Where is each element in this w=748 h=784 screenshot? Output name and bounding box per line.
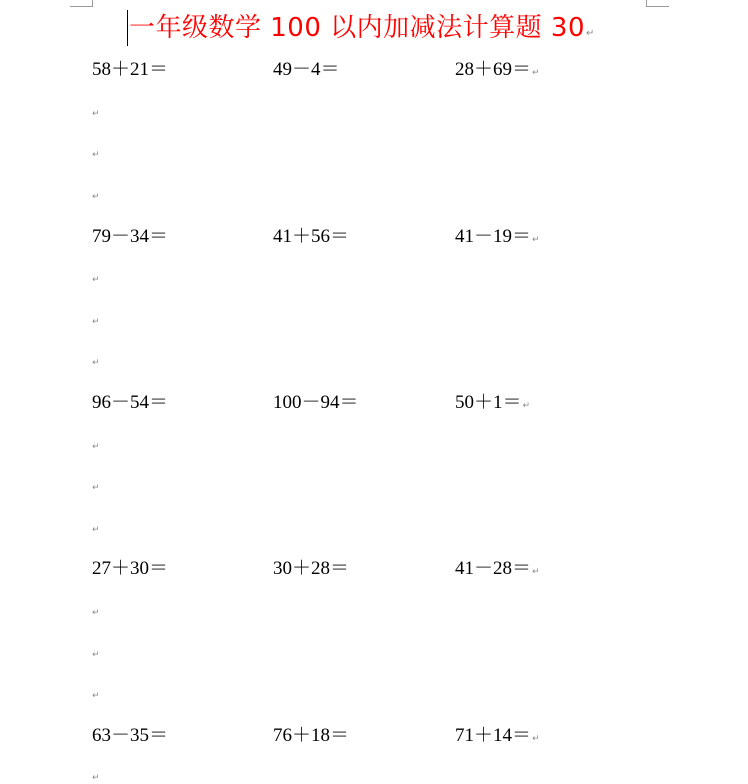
blank-line-paragraph-mark-icon[interactable]: ↵ <box>92 773 100 783</box>
problem-5-3-text: 71＋14＝ <box>455 725 532 746</box>
page-corner-mark-right <box>646 0 669 7</box>
problem-4-3[interactable] <box>455 557 540 584</box>
blank-line-paragraph-mark-icon[interactable]: ↵ <box>92 691 100 701</box>
blank-line-paragraph-mark-icon[interactable]: ↵ <box>92 525 100 535</box>
problem-2-3[interactable] <box>455 225 540 252</box>
page-corner-mark-left <box>70 0 93 7</box>
problem-2-3-text: 41－19＝ <box>455 226 532 247</box>
blank-line-paragraph-mark-icon[interactable]: ↵ <box>92 483 100 493</box>
blank-line-paragraph-mark-icon[interactable]: ↵ <box>92 150 100 160</box>
document-title[interactable] <box>129 8 595 54</box>
problem-4-2[interactable]: 30＋28＝ <box>273 558 350 579</box>
problem-1-3[interactable] <box>455 58 540 85</box>
blank-line-paragraph-mark-icon[interactable]: ↵ <box>92 358 100 368</box>
paragraph-mark-icon: ↵ <box>586 28 595 39</box>
problem-2-2[interactable]: 41＋56＝ <box>273 226 350 247</box>
problem-3-3-text: 50＋1＝ <box>455 392 522 413</box>
problem-3-3[interactable] <box>455 391 530 418</box>
blank-line-paragraph-mark-icon[interactable]: ↵ <box>92 608 100 618</box>
problem-row-2 <box>0 225 748 249</box>
blank-line-paragraph-mark-icon[interactable]: ↵ <box>92 650 100 660</box>
paragraph-mark-icon: ↵ <box>522 401 531 411</box>
problem-row-3 <box>0 391 748 415</box>
blank-line-paragraph-mark-icon[interactable]: ↵ <box>92 109 100 119</box>
problem-3-2[interactable]: 100－94＝ <box>273 392 359 413</box>
blank-line-paragraph-mark-icon[interactable]: ↵ <box>92 192 100 202</box>
problem-4-3-text: 41－28＝ <box>455 558 532 579</box>
text-cursor <box>127 10 128 46</box>
problem-5-3[interactable] <box>455 724 540 751</box>
problem-row-5 <box>0 724 748 748</box>
problem-1-2[interactable]: 49－4＝ <box>273 59 340 80</box>
document-title-text: 一年级数学 100 以内加减法计算题 30 <box>129 13 586 43</box>
problem-1-3-text: 28＋69＝ <box>455 59 532 80</box>
problem-row-1 <box>0 58 748 82</box>
problem-5-1[interactable]: 63－35＝ <box>92 725 169 746</box>
problem-1-1[interactable]: 58＋21＝ <box>92 59 169 80</box>
paragraph-mark-icon: ↵ <box>532 235 540 245</box>
problem-3-1[interactable]: 96－54＝ <box>92 392 169 413</box>
problem-2-1[interactable]: 79－34＝ <box>92 226 169 247</box>
blank-line-paragraph-mark-icon[interactable]: ↵ <box>92 442 100 452</box>
paragraph-mark-icon: ↵ <box>532 567 540 577</box>
problem-row-4 <box>0 557 748 581</box>
paragraph-mark-icon: ↵ <box>532 734 540 744</box>
problem-5-2[interactable]: 76＋18＝ <box>273 725 350 746</box>
blank-line-paragraph-mark-icon[interactable]: ↵ <box>92 275 100 285</box>
paragraph-mark-icon: ↵ <box>532 68 540 78</box>
problem-4-1[interactable]: 27＋30＝ <box>92 558 169 579</box>
blank-line-paragraph-mark-icon[interactable]: ↵ <box>92 317 100 327</box>
